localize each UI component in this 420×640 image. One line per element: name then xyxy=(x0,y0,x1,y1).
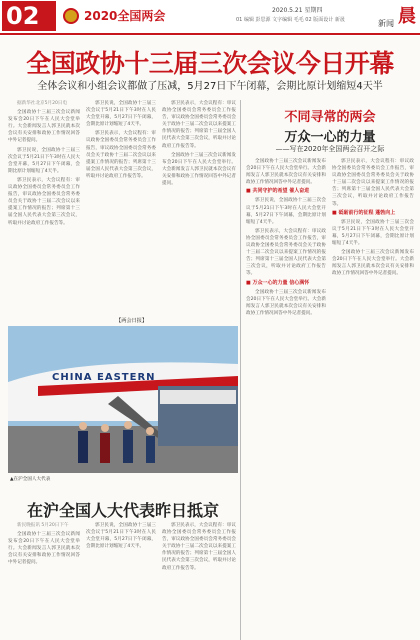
story2-byline: 新民晚报讯 5月20日下午 xyxy=(17,523,69,528)
photo-caption: ▲在沪全国人大代表 xyxy=(10,477,51,482)
airplane-boarding-illustration xyxy=(8,326,238,473)
story2-paragraph: 全国政协十三届三次会议新闻发布会20日下午在人民大会堂举行。大会新闻发言人郭卫民就本次会议有关安排和政协工作情况回答中外记者提问。 xyxy=(8,532,80,566)
lead-byline: 据新华社北京5月20日电 xyxy=(17,101,68,106)
newspaper-logo xyxy=(378,2,418,32)
lead-paragraph: 郭卫民表示，大会议程有：审议政协全国委员会常务委员会工作报告，审议政协全国委员会常务委员会关于政协十三届二次会议以来提案工作情况的报告；列席第十三届全国人民代表大会第三次会议，听取并讨论政府工作报告等。 xyxy=(8,177,80,226)
lead-column-2 xyxy=(86,100,156,310)
emblem-icon xyxy=(63,8,79,24)
lead-paragraph: 全国政协十三届三次会议新闻发布会20日下午在人民大会堂举行。大会新闻发言人郭卫民就本次会议有关安排和政协工作情况回答中外记者提问。 xyxy=(162,152,236,187)
story2-column-1 xyxy=(8,522,80,636)
story2-paragraph: 郭卫民说，全国政协十三届三次会议于5月21日下午3时在人民大会堂开幕，5月27日下午闭幕，会期比原计划缩短了4天半。 xyxy=(86,523,156,550)
lead-subhead: 全体会议和小组会议都做了压减，5月27日下午闭幕，会期比原计划缩短4天半 xyxy=(37,81,383,92)
sidebar-subtitle: 万众一心的力量 xyxy=(284,130,376,145)
masthead xyxy=(0,0,420,36)
lead-paragraph: 全国政协十三届三次会议新闻发布会20日下午在人民大会堂举行。大会新闻发言人郭卫民就本次会议有关安排和政协工作情况回答中外记者提问。 xyxy=(8,110,80,144)
lead-headline: 全国政协十三届三次会议今日开幕 xyxy=(26,49,394,78)
sidebar-paragraph: 全国政协十三届三次会议新闻发布会20日下午在人民大会堂举行。大会新闻发言人郭卫民就本次会议有关安排和政协工作情况回答中外记者提问。 xyxy=(246,289,326,316)
sidebar-paragraph: 全国政协十三届三次会议新闻发布会20日下午在人民大会堂举行。大会新闻发言人郭卫民就本次会议有关安排和政协工作情况回答中外记者提问。 xyxy=(332,250,414,277)
story2-column-2 xyxy=(86,522,156,636)
sidebar-title: 不同寻常的两会 xyxy=(284,110,376,125)
delegates-photo xyxy=(8,326,238,473)
column-divider xyxy=(240,100,241,640)
lead-paragraph: 郭卫民表示，大会议程有：审议政协全国委员会常务委员会工作报告，审议政协全国委员会常务委员会关于政协十三届二次会议以来提案工作情况的报告；列席第十三届全国人民代表大会第三次会议，听取并讨论政府工作报告等。 xyxy=(162,101,236,149)
lead-paragraph: 郭卫民说，全国政协十三届三次会议于5月21日下午3时在人民大会堂开幕，5月27日下午闭幕，会期比原计划缩短了4天半。 xyxy=(86,101,156,128)
sidebar-paragraph: 郭卫民表示，大会议程有：审议政协全国委员会常务委员会工作报告，审议政协全国委员会常务委员会关于政协十三届二次会议以来提案工作情况的报告；列席第十三届全国人民代表大会第三次会议，听取并讨论政府工作报告等。 xyxy=(246,228,326,277)
edition-info: 01 编辑 彭思源 文字编辑 毛毛 02 版面设计 新晟 xyxy=(236,17,345,23)
sidebar-paragraph: 郭卫民说，全国政协十三届三次会议于5月21日下午3时在人民大会堂开幕，5月27日下午闭幕，会期比原计划缩短了4天半。 xyxy=(332,219,414,247)
story2-paragraph: 郭卫民表示，大会议程有：审议政协全国委员会常务委员会工作报告，审议政协全国委员会常务委员会关于政协十三届二次会议以来提案工作情况的报告；列席第十三届全国人民代表大会第三次会议，听取并讨论政府工作报告等。 xyxy=(162,523,236,571)
sidebar-paragraph: 郭卫民说，全国政协十三届三次会议于5月21日下午3时在人民大会堂开幕，5月27日下午闭幕，会期比原计划缩短了4天半。 xyxy=(246,198,326,225)
lead-paragraph: 郭卫民说，全国政协十三届三次会议于5月21日下午3时在人民大会堂开幕，5月27日下午闭幕，会期比原计划缩短了4天半。 xyxy=(8,147,80,174)
sidebar-subsection: ■ 共同守护的希望 催人奋进 xyxy=(246,188,310,195)
date-line: 2020.5.21 星期四 xyxy=(272,7,323,14)
lead-column-3 xyxy=(162,100,236,310)
lead-column-1 xyxy=(8,100,80,310)
section-title: 2020全国两会 xyxy=(84,9,166,23)
sidebar-author: ——写在2020年全国两会召开之际 xyxy=(275,145,385,153)
story2-headline: 在沪全国人大代表昨日抵京 xyxy=(26,501,219,520)
sidebar-subsection: ■ 砥砺前行的征程 蓬勃向上 xyxy=(332,209,396,216)
sidebar-column-1 xyxy=(246,158,326,636)
feature-box-title: 【两会日报】 xyxy=(116,318,148,324)
sidebar-paragraph: 郭卫民表示，大会议程有：审议政协全国委员会常务委员会工作报告，审议政协全国委员会常务委员会关于政协十三届二次会议以来提案工作情况的报告；列席第十三届全国人民代表大会第三次会议，听取并讨论政府工作报告等。 xyxy=(332,159,414,207)
sidebar-column-2 xyxy=(332,158,414,636)
sidebar-paragraph: 全国政协十三届三次会议新闻发布会20日下午在人民大会堂举行。大会新闻发言人郭卫民就本次会议有关安排和政协工作情况回答中外记者提问。 xyxy=(246,159,326,186)
sidebar-subsection: ■ 万众一心的力量 信心满怀 xyxy=(246,279,310,286)
page-number: 02 xyxy=(2,1,56,31)
logo-prefix: 新闻 xyxy=(378,19,394,28)
airline-lettering: CHINA EASTERN xyxy=(52,372,156,383)
story2-column-3 xyxy=(162,522,236,636)
logo-text: 晨 xyxy=(398,6,416,27)
lead-paragraph: 郭卫民表示，大会议程有：审议政协全国委员会常务委员会工作报告，审议政协全国委员会常务委员会关于政协十三届二次会议以来提案工作情况的报告；列席第十三届全国人民代表大会第三次会议，听取并讨论政府工作报告等。 xyxy=(86,131,156,179)
masthead-rule xyxy=(0,33,420,35)
